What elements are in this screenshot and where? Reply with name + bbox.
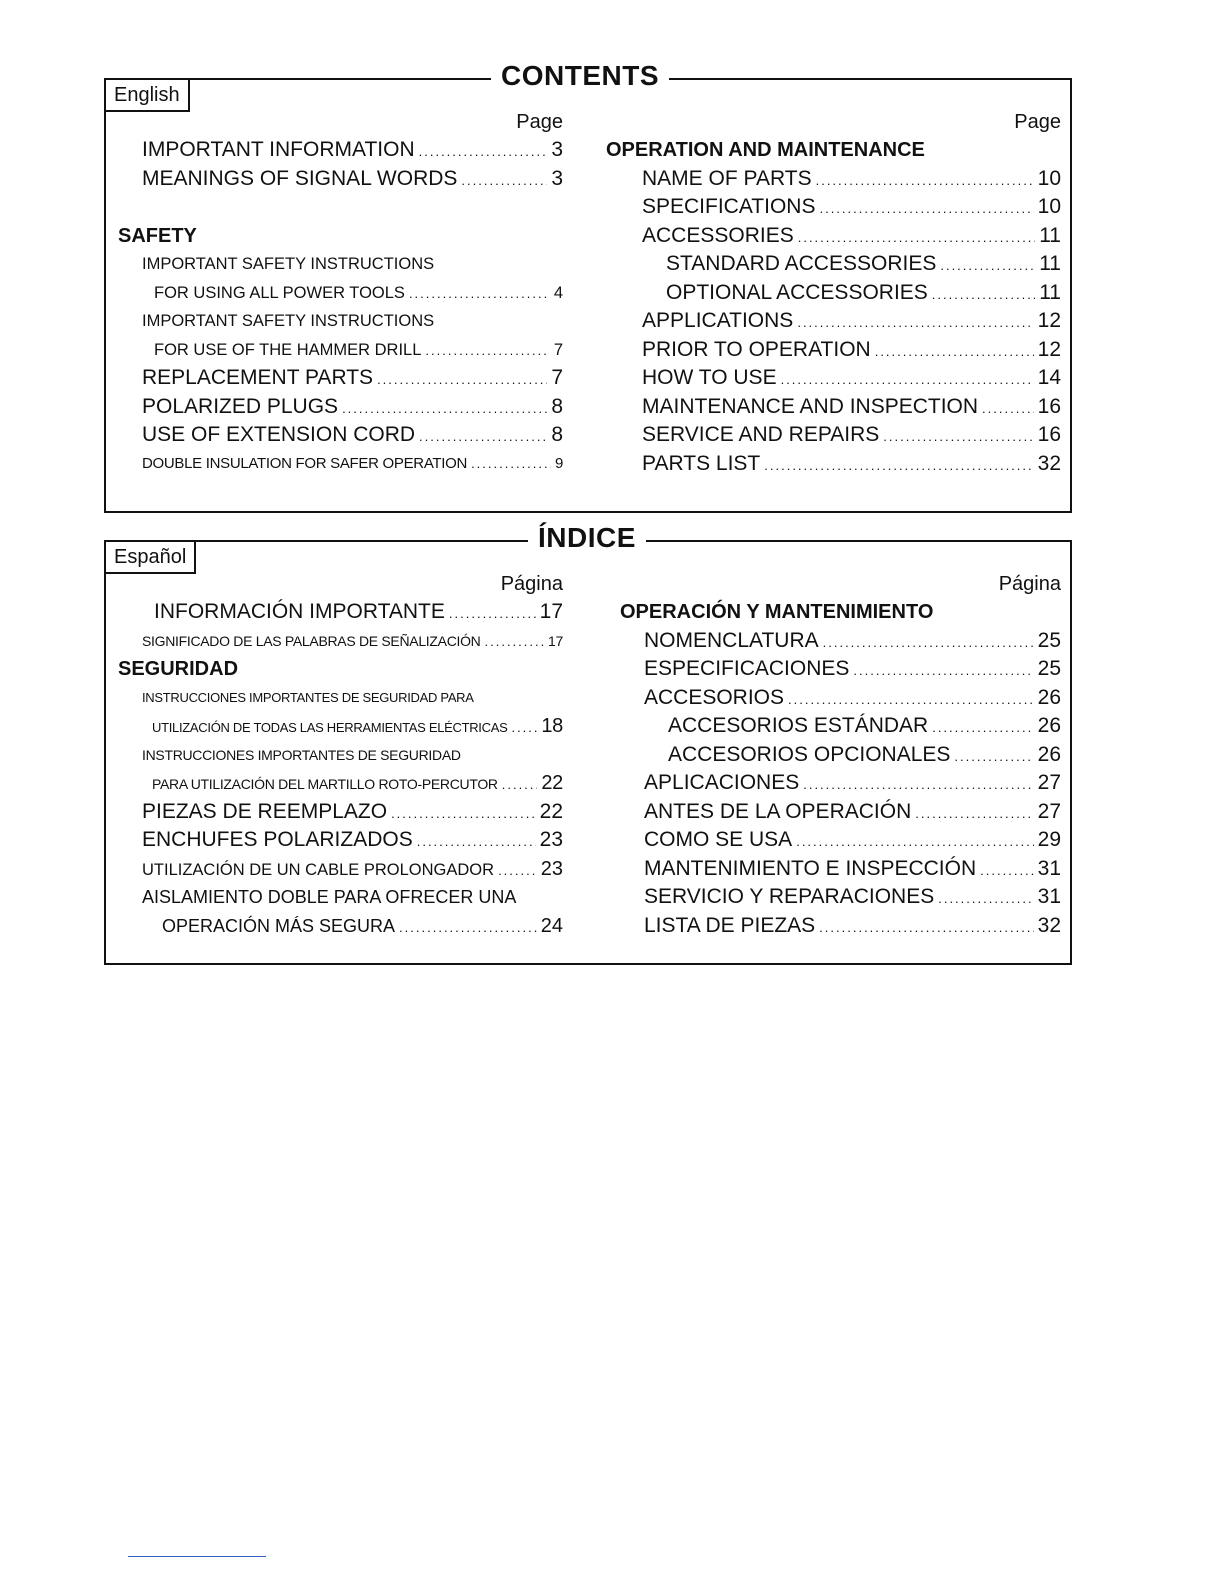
toc-entry[interactable] bbox=[606, 421, 1061, 450]
toc-entry-page: 31 bbox=[1037, 885, 1061, 908]
toc-entry-label: PARA UTILIZACIÓN DEL MARTILLO ROTO-PERCUTOR bbox=[152, 776, 498, 792]
toc-entry[interactable] bbox=[118, 826, 563, 855]
toc-entry-page: 16 bbox=[1037, 394, 1061, 418]
toc-entry-page: 24 bbox=[540, 914, 563, 937]
toc-entry-label: LISTA DE PIEZAS bbox=[644, 913, 816, 937]
toc-entry-page: 7 bbox=[551, 366, 563, 389]
page-column-header: Página bbox=[500, 573, 563, 595]
toc-entry[interactable] bbox=[118, 855, 563, 884]
toc-entry[interactable] bbox=[118, 336, 563, 365]
language-label-spanish: Español bbox=[104, 540, 196, 574]
toc-entry-page: 26 bbox=[1037, 742, 1061, 766]
toc-entry-label: PRIOR TO OPERATION bbox=[642, 337, 871, 361]
toc-entry-page: 10 bbox=[1037, 195, 1061, 218]
toc-entry-label: UTILIZACIÓN DE TODAS LAS HERRAMIENTAS ELÉCTRICAS bbox=[152, 720, 508, 735]
toc-entry[interactable] bbox=[620, 684, 1061, 713]
toc-entry-label: COMO SE USA bbox=[644, 828, 793, 851]
page-column-header: Page bbox=[516, 111, 563, 133]
indice-title: ÍNDICE bbox=[528, 518, 646, 558]
toc-entry-page: 8 bbox=[551, 423, 563, 446]
toc-entry[interactable] bbox=[620, 741, 1061, 770]
toc-entry-page: 32 bbox=[1037, 913, 1061, 937]
contents-english-box bbox=[104, 60, 1072, 513]
toc-entry-label: ACCESSORIES bbox=[642, 223, 794, 247]
toc-entry-label: MAINTENANCE AND INSPECTION bbox=[642, 394, 979, 418]
toc-entry[interactable] bbox=[118, 712, 563, 741]
toc-entry-page: 12 bbox=[1037, 337, 1061, 361]
contents-right-column bbox=[606, 108, 1061, 478]
toc-entry[interactable] bbox=[118, 393, 563, 422]
toc-entry-page: 11 bbox=[1039, 223, 1061, 247]
toc-entry-page: 9 bbox=[554, 454, 563, 472]
toc-entry-label: POLARIZED PLUGS bbox=[142, 394, 339, 418]
toc-entry-line1: IMPORTANT SAFETY INSTRUCTIONS bbox=[142, 255, 435, 273]
toc-entry[interactable] bbox=[620, 712, 1061, 741]
contents-left-column bbox=[118, 108, 563, 478]
toc-entry-page: 16 bbox=[1037, 423, 1061, 446]
toc-entry[interactable] bbox=[620, 912, 1061, 941]
section-heading-operacion: OPERACIÓN Y MANTENIMIENTO bbox=[620, 601, 934, 623]
toc-entry-label: FOR USING ALL POWER TOOLS bbox=[154, 283, 405, 302]
toc-entry-label: OPTIONAL ACCESSORIES bbox=[666, 280, 928, 304]
toc-entry-label: NOMENCLATURA bbox=[644, 628, 819, 652]
toc-entry-page: 32 bbox=[1037, 451, 1061, 475]
toc-entry[interactable] bbox=[606, 393, 1061, 422]
toc-entry-page: 27 bbox=[1037, 771, 1061, 794]
toc-entry-page: 17 bbox=[539, 600, 563, 623]
toc-entry-label: PIEZAS DE REEMPLAZO bbox=[142, 799, 388, 823]
toc-entry[interactable] bbox=[620, 655, 1061, 684]
toc-entry-label: OPERACIÓN MÁS SEGURA bbox=[162, 915, 396, 936]
bottom-underline-mark bbox=[128, 1556, 266, 1557]
toc-entry[interactable] bbox=[118, 136, 563, 165]
section-heading-safety: SAFETY bbox=[118, 224, 197, 247]
page-column-header: Page bbox=[1014, 111, 1061, 133]
toc-entry[interactable] bbox=[606, 336, 1061, 365]
toc-entry-label: UTILIZACIÓN DE UN CABLE PROLONGADOR bbox=[142, 860, 495, 879]
toc-entry-label: ACCESORIOS bbox=[644, 685, 785, 709]
toc-entry-label: PARTS LIST bbox=[642, 451, 761, 475]
toc-entry[interactable] bbox=[606, 279, 1061, 308]
section-heading-operation: OPERATION AND MAINTENANCE bbox=[606, 139, 925, 161]
toc-entry[interactable] bbox=[606, 222, 1061, 251]
section-heading-seguridad: SEGURIDAD bbox=[118, 658, 239, 680]
toc-entry[interactable] bbox=[118, 364, 563, 393]
toc-entry-label: DOUBLE INSULATION FOR SAFER OPERATION bbox=[142, 454, 468, 472]
toc-entry[interactable] bbox=[118, 279, 563, 308]
toc-entry-label: FOR USE OF THE HAMMER DRILL bbox=[154, 340, 422, 359]
toc-entry[interactable] bbox=[606, 250, 1061, 279]
toc-entry-label: ENCHUFES POLARIZADOS bbox=[142, 828, 413, 851]
toc-entry-label: ACCESORIOS ESTÁNDAR bbox=[668, 714, 929, 737]
toc-entry-label: MEANINGS OF SIGNAL WORDS bbox=[142, 166, 458, 190]
toc-entry-label: IMPORTANT INFORMATION bbox=[142, 138, 415, 161]
toc-entry-page: 18 bbox=[541, 715, 563, 737]
toc-entry-line1: INSTRUCCIONES IMPORTANTES DE SEGURIDAD bbox=[142, 746, 461, 763]
toc-entry-page: 7 bbox=[553, 340, 563, 359]
toc-entry-page: 3 bbox=[551, 166, 563, 190]
toc-entry-page: 11 bbox=[1039, 280, 1061, 304]
toc-entry[interactable] bbox=[118, 912, 563, 941]
toc-entry-page: 8 bbox=[551, 394, 563, 418]
toc-entry-page: 12 bbox=[1037, 309, 1061, 332]
indice-right-column bbox=[620, 570, 1061, 940]
toc-entry-label: MANTENIMIENTO E INSPECCIÓN bbox=[644, 856, 977, 880]
toc-entry[interactable] bbox=[118, 421, 563, 450]
toc-entry[interactable] bbox=[606, 450, 1061, 479]
toc-entry[interactable] bbox=[118, 450, 563, 479]
toc-entry-page: 3 bbox=[551, 138, 563, 161]
toc-entry-page: 26 bbox=[1037, 685, 1061, 709]
contents-spanish-box bbox=[104, 522, 1072, 965]
toc-entry-label: APPLICATIONS bbox=[642, 309, 794, 332]
toc-entry[interactable] bbox=[620, 798, 1061, 827]
toc-entry-page: 22 bbox=[541, 772, 563, 794]
toc-entry[interactable] bbox=[118, 598, 563, 627]
contents-title: CONTENTS bbox=[491, 56, 669, 96]
toc-entry-page: 22 bbox=[539, 799, 563, 823]
toc-entry-label: STANDARD ACCESSORIES bbox=[666, 252, 937, 275]
toc-entry-label: SIGNIFICADO DE LAS PALABRAS DE SEÑALIZACIÓN bbox=[142, 632, 481, 649]
toc-entry-page: 25 bbox=[1037, 628, 1061, 652]
toc-entry-page: 23 bbox=[539, 828, 563, 851]
toc-entry-page: 14 bbox=[1037, 366, 1061, 389]
toc-entry-line1: AISLAMIENTO DOBLE PARA OFRECER UNA bbox=[142, 887, 517, 907]
toc-entry-label: REPLACEMENT PARTS bbox=[142, 366, 374, 389]
language-label-english: English bbox=[104, 78, 190, 112]
toc-entry-page: 4 bbox=[553, 283, 563, 302]
toc-entry[interactable] bbox=[118, 769, 563, 798]
toc-entry[interactable] bbox=[620, 627, 1061, 656]
toc-entry-label: NAME OF PARTS bbox=[642, 166, 812, 190]
toc-entry-label: ACCESORIOS OPCIONALES bbox=[668, 742, 951, 766]
toc-entry-label: ESPECIFICACIONES bbox=[644, 657, 850, 680]
toc-entry-label: SERVICIO Y REPARACIONES bbox=[644, 885, 935, 908]
toc-entry[interactable] bbox=[620, 826, 1061, 855]
toc-entry-line1: IMPORTANT SAFETY INSTRUCTIONS bbox=[142, 312, 435, 330]
toc-entry-page: 29 bbox=[1037, 828, 1061, 851]
toc-entry[interactable] bbox=[620, 883, 1061, 912]
toc-entry-label: HOW TO USE bbox=[642, 366, 777, 389]
indice-left-column bbox=[118, 570, 563, 940]
page-column-header: Página bbox=[998, 573, 1061, 595]
toc-entry-label: USE OF EXTENSION CORD bbox=[142, 423, 416, 446]
toc-entry-label: SERVICE AND REPAIRS bbox=[642, 423, 880, 446]
toc-entry[interactable] bbox=[606, 364, 1061, 393]
toc-entry-page: 23 bbox=[540, 857, 563, 880]
toc-entry-page: 25 bbox=[1037, 657, 1061, 680]
toc-entry[interactable] bbox=[620, 855, 1061, 884]
toc-entry-label: SPECIFICATIONS bbox=[642, 195, 816, 218]
toc-entry-page: 11 bbox=[1039, 252, 1061, 275]
toc-entry-line1: INSTRUCCIONES IMPORTANTES DE SEGURIDAD PARA bbox=[142, 689, 474, 705]
toc-entry[interactable] bbox=[606, 307, 1061, 336]
toc-entry-label: APLICACIONES bbox=[644, 771, 800, 794]
toc-entry[interactable] bbox=[118, 165, 563, 194]
toc-entry-page: 10 bbox=[1037, 166, 1061, 190]
toc-entry-page: 26 bbox=[1037, 714, 1061, 737]
toc-entry[interactable] bbox=[118, 798, 563, 827]
toc-entry-label: INFORMACIÓN IMPORTANTE bbox=[154, 600, 445, 623]
toc-entry-label: ANTES DE LA OPERACIÓN bbox=[644, 799, 912, 823]
toc-entry-page: 27 bbox=[1037, 799, 1061, 823]
toc-entry-page: 31 bbox=[1037, 856, 1061, 880]
toc-entry[interactable] bbox=[118, 627, 563, 656]
toc-entry[interactable] bbox=[606, 193, 1061, 222]
toc-entry-page: 17 bbox=[548, 632, 563, 649]
toc-entry[interactable] bbox=[620, 769, 1061, 798]
toc-entry[interactable] bbox=[606, 165, 1061, 194]
